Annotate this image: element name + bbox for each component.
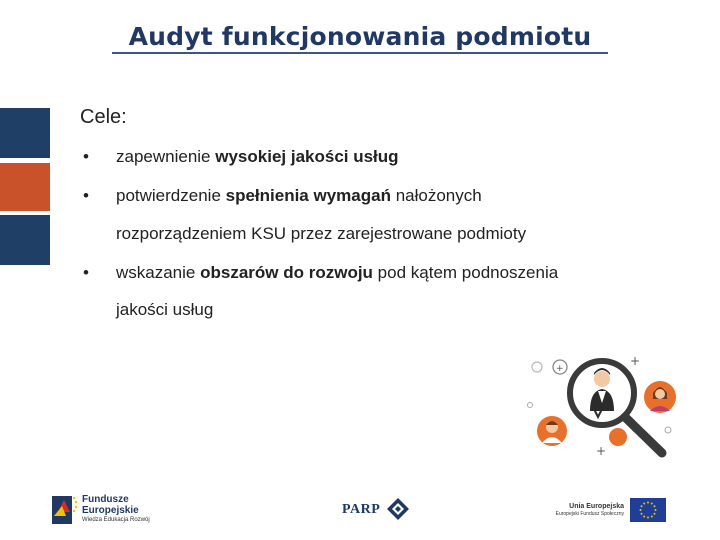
bullet-symbol: •: [83, 186, 89, 205]
slide-title: Audyt funkcjonowania podmiotu: [128, 22, 592, 51]
eu-line-2: Europejski Fundusz Społeczny: [555, 511, 624, 517]
bullet-symbol: •: [83, 147, 89, 166]
eu-flag: [630, 498, 666, 522]
bullet-text: potwierdzenie: [116, 186, 226, 205]
accent-block-orange: [0, 163, 50, 211]
fe-line-3: Wiedza Edukacja Rozwój: [82, 517, 150, 523]
bullet-text-bold: wysokiej jakości usług: [215, 147, 399, 166]
bullet-text: nałożonych: [390, 186, 482, 205]
eu-text: [548, 502, 624, 518]
accent-block-blue-top: [0, 108, 50, 158]
bullet-item-3-continuation: jakości usług: [116, 300, 214, 319]
svg-text:+: +: [630, 354, 641, 368]
accent-block-blue-bottom: [0, 215, 50, 265]
bullet-text: wskazanie: [116, 263, 201, 282]
fundusze-europejskie-text: [82, 494, 150, 525]
fe-line-2: Europejskie: [82, 505, 139, 516]
intro-label: Cele:: [80, 106, 127, 128]
bullet-item-1: [116, 147, 399, 167]
svg-text:+: +: [556, 364, 564, 374]
bullet-item-3: [116, 263, 558, 283]
bullet-text-bold: spełnienia wymagań: [225, 186, 391, 205]
title-underline: [112, 52, 608, 54]
fundusze-europejskie-logo: [52, 492, 78, 524]
parp-logo-text: PARP: [342, 502, 381, 517]
fe-line-1: Fundusze: [82, 494, 129, 505]
bullet-text-bold: obszarów do rozwoju: [200, 263, 373, 282]
bullet-symbol: •: [83, 263, 89, 282]
eu-line-1: Unia Europejska: [569, 503, 624, 510]
magnifier-people-illustration: [510, 345, 695, 475]
bullet-item-2: [116, 186, 482, 206]
parp-logo-icon: [386, 497, 410, 521]
bullet-item-2-continuation: rozporządzeniem KSU przez zarejestrowane podmioty: [116, 224, 527, 243]
bullet-text: zapewnienie: [116, 147, 216, 166]
bullet-text: pod kątem podnoszenia: [372, 263, 559, 282]
svg-text:+: +: [596, 444, 607, 458]
